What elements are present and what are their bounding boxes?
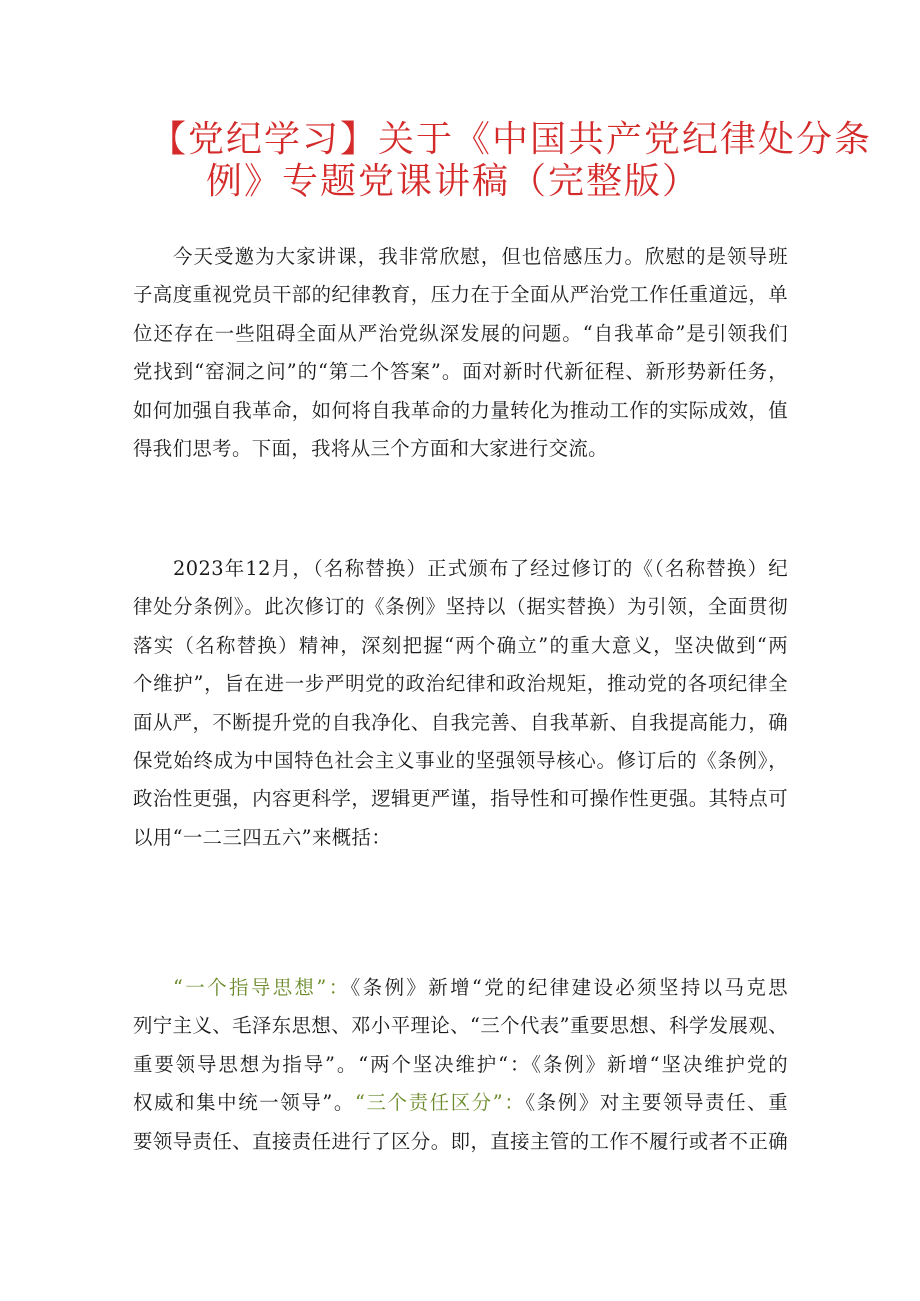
text-line xyxy=(133,1084,788,1122)
text-segment: 《条例》对主要领导责任、重 xyxy=(525,1091,788,1115)
document-title-line-2: 例》专题党课讲稿（完整版） xyxy=(206,161,701,202)
text-line: 位还存在一些阻碍全面从严治党纵深发展的问题。“自我革命”是引领我们 xyxy=(133,321,788,345)
text-line: 落实（名称替换）精神，深刻把握“两个确立”的重大意义，坚决做到“两 xyxy=(133,633,788,657)
text-line: 以用“一二三四五六”来概括： xyxy=(133,825,392,849)
text-line: 列宁主义、毛泽东思想、邓小平理论、“三个代表”重要思想、科学发展观、 xyxy=(133,1014,788,1038)
text-line: 要领导责任、直接责任进行了区分。即，直接主管的工作不履行或者不正确 xyxy=(133,1129,788,1153)
highlight-three-responsibilities: “三个责任区分”： xyxy=(354,1091,526,1115)
text-line: 党找到“窑洞之问”的“第二个答案”。面对新时代新征程、新形势新任务， xyxy=(133,360,788,384)
text-line: 子高度重视党员干部的纪律教育，压力在于全面从严治党工作任重道远，单 xyxy=(133,283,788,307)
text-line: 政治性更强，内容更科学，逻辑更严谨，指导性和可操作性更强。其特点可 xyxy=(133,787,788,811)
paragraph-regulation-revision xyxy=(133,550,788,857)
paragraph-intro xyxy=(133,238,788,468)
text-segment: 权威和集中统一领导”。 xyxy=(133,1091,355,1115)
text-line: 重要领导思想为指导”。“两个坚决维护“：《条例》新增“坚决维护党的 xyxy=(133,1052,788,1076)
document-title-line-1: 【党纪学习】关于《中国共产党纪律处分条 xyxy=(150,119,873,160)
highlight-one-guiding-thought: “一个指导思想”： xyxy=(173,976,351,999)
text-line: 个维护”，旨在进一步严明党的政治纪律和政治规矩，推动党的各项纪律全 xyxy=(133,672,788,696)
text-line: 保党始终成为中国特色社会主义事业的坚强领导核心。修订后的《条例》， xyxy=(133,748,788,772)
text-line: 如何加强自我革命，如何将自我革命的力量转化为推动工作的实际成效，值 xyxy=(133,398,788,422)
paragraph-features xyxy=(133,969,788,1161)
text-segment: 《条例》新增“党的纪律建设必须坚持以马克思 xyxy=(350,976,788,999)
text-line: 2023年12月，（名称替换）正式颁布了经过修订的《（名称替换）纪 xyxy=(173,557,788,580)
text-line xyxy=(133,969,788,1007)
text-line: 面从严，不断提升党的自我净化、自我完善、自我革新、自我提高能力，确 xyxy=(133,710,788,734)
text-line: 得我们思考。下面，我将从三个方面和大家进行交流。 xyxy=(133,436,608,460)
text-line: 今天受邀为大家讲课，我非常欣慰，但也倍感压力。欣慰的是领导班 xyxy=(173,245,788,268)
text-line: 律处分条例》。此次修订的《条例》坚持以（据实替换）为引领，全面贯彻 xyxy=(133,595,788,619)
